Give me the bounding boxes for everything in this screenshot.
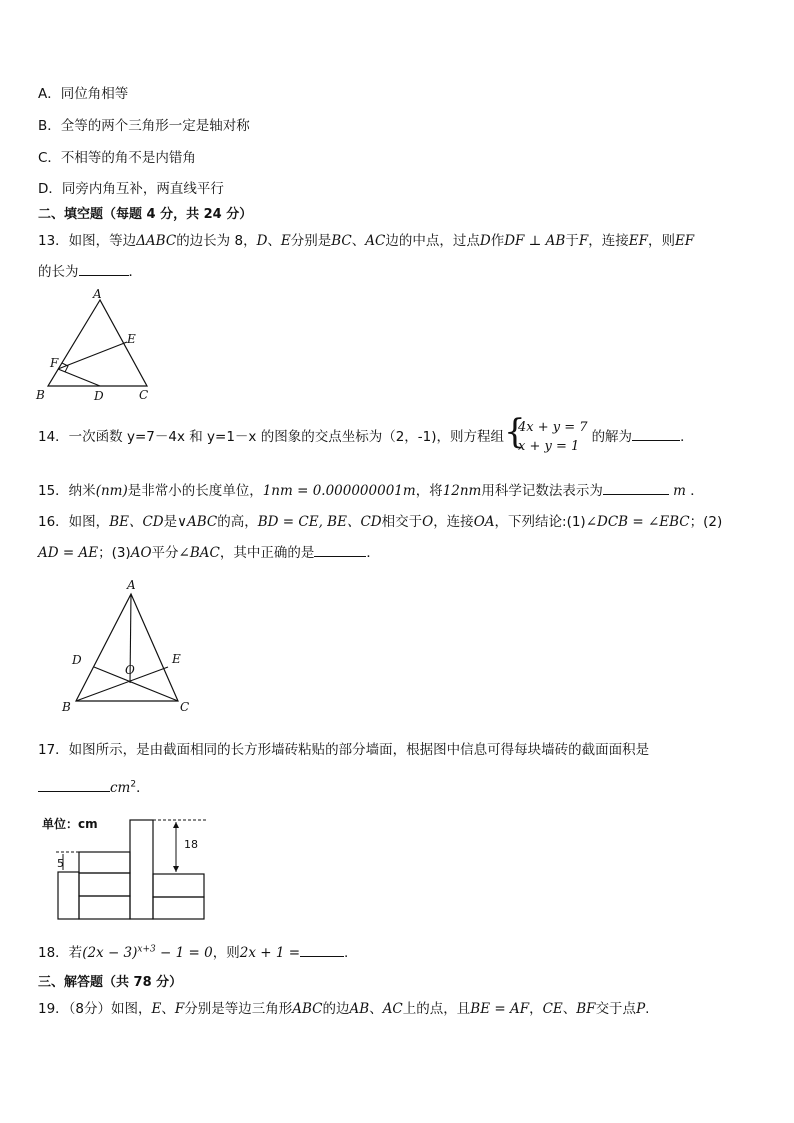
q13-math: EF: [674, 233, 695, 249]
q14-text: ．: [680, 429, 694, 445]
q19-math: CE: [542, 1001, 563, 1017]
answer-blank[interactable]: [632, 427, 680, 441]
answer-blank[interactable]: [603, 481, 669, 495]
tile-vertical: [58, 872, 79, 919]
q19-text: ，: [529, 1001, 543, 1017]
q13-math: BC: [331, 233, 352, 249]
label-b: B: [36, 388, 45, 402]
q16-math: BE、CD: [109, 514, 164, 530]
label-e: E: [172, 652, 181, 666]
q16-math: ∠BAC: [178, 545, 220, 561]
segment-ef: [58, 342, 127, 369]
q17-line1: 17．如图所示，是由截面相同的长方形墙砖粘贴的部分墙面，根据图中信息可得每块墙砖的截面面积是: [38, 742, 650, 758]
q19-math: E: [151, 1001, 162, 1017]
q15-math: 12nm: [442, 483, 482, 499]
option-c: C．不相等的角不是内错角: [38, 150, 196, 166]
label-a: A: [93, 287, 102, 301]
q19-math: AC: [382, 1001, 403, 1017]
q16-math: O: [422, 514, 434, 530]
label-e: E: [127, 332, 136, 346]
dimension-5: 5: [57, 857, 64, 870]
q18-text: ，则: [212, 945, 240, 961]
answer-blank[interactable]: [38, 778, 110, 792]
q16-text: ，下列结论:(1): [494, 514, 586, 530]
q17-figure: [38, 812, 218, 924]
q13-text: 的长为: [38, 264, 79, 280]
q13-text: 于: [565, 233, 579, 249]
q13-text: 13．如图，等边: [38, 233, 137, 249]
q15-text: 是非常小的长度单位，: [127, 483, 263, 499]
q16-text: 的高，: [217, 514, 258, 530]
q13-text: 、: [267, 233, 281, 249]
q19-text: 的边: [322, 1001, 350, 1017]
label-d: D: [72, 653, 82, 667]
label-a: A: [127, 578, 136, 592]
q16-text: 16．如图，: [38, 514, 110, 530]
q18-text: 18．若: [38, 945, 83, 961]
label-f: F: [50, 356, 59, 370]
q19-math: BF: [576, 1001, 596, 1017]
q17-text: ．: [136, 780, 150, 796]
q16-text: ；(2): [689, 514, 723, 530]
q18-math: 2x + 1 =: [239, 945, 301, 961]
q16-text: 是: [163, 514, 178, 530]
answer-blank[interactable]: [79, 262, 129, 276]
equation-2: x + y = 1: [518, 439, 580, 454]
q16-math: OA: [473, 514, 495, 530]
q15-text: ．: [690, 483, 704, 499]
answer-blank[interactable]: [300, 943, 344, 957]
q15-text: 15．纳米: [38, 483, 96, 499]
option-d: D．同旁内角互补，两直线平行: [38, 181, 224, 197]
q13-text: ．: [128, 264, 142, 280]
q18-line: [38, 941, 348, 961]
q18-text: .: [344, 945, 349, 961]
q13-math: EF: [628, 233, 648, 249]
q17-unit-exponent: 2: [130, 779, 137, 790]
q19-math: F: [174, 1001, 185, 1017]
q16-math: ∠DCB = ∠EBC: [585, 514, 690, 530]
q15-line: [38, 479, 704, 499]
arrow-head: [173, 822, 179, 828]
q15-math: 1nm = 0.000000001m: [262, 483, 416, 499]
option-b: B．全等的两个三角形一定是轴对称: [38, 118, 250, 134]
q14-text: 的解为: [591, 429, 633, 445]
q19-math: ABC: [292, 1001, 323, 1017]
equation-system: { 4x + y = 7 x + y = 1: [504, 412, 588, 454]
q13-text: ，连接: [588, 233, 629, 249]
q19-text: 分别是等边三角形: [184, 1001, 293, 1017]
q19-text: 、: [369, 1001, 383, 1017]
q15-text: ，将: [415, 483, 443, 499]
q19-text: 19．（8分）如图，: [38, 1001, 152, 1017]
q14-text: 14．一次函数 y=7－4x 和 y=1－x 的图象的交点坐标为（2，-1)，则方程组: [38, 429, 505, 445]
segment-df: [58, 369, 100, 386]
q13-math: E: [280, 233, 291, 249]
q16-line2: [38, 541, 380, 561]
tile-horizontal: [79, 873, 130, 896]
q18-exponent: x+3: [137, 944, 156, 955]
option-a: A．同位角相等: [38, 86, 129, 102]
q19-text: .: [645, 1001, 650, 1017]
q13-text: 分别是: [290, 233, 332, 249]
q19-math: BE = AF: [470, 1001, 530, 1017]
tile-horizontal: [79, 896, 130, 919]
q13-math: D: [256, 233, 268, 249]
q13-math: D: [479, 233, 491, 249]
q14-line: [38, 412, 694, 456]
q16-math: AO: [130, 545, 152, 561]
q13-text: 的边长为 8，: [176, 233, 257, 249]
q13-text: 作: [490, 233, 505, 249]
q13-math: DF ⊥ AB: [504, 233, 566, 249]
q16-text: ，连接: [433, 514, 474, 530]
label-c: C: [180, 700, 190, 714]
q16-text: 相交于: [381, 514, 423, 530]
q16-text: ．: [366, 545, 380, 561]
label-c: C: [139, 388, 149, 402]
label-o: O: [125, 663, 135, 677]
q18-math: (2x − 3): [82, 945, 138, 961]
q19-text: 交于点: [595, 1001, 637, 1017]
q19-math: AB: [349, 1001, 370, 1017]
q16-text: ，其中正确的是: [219, 545, 315, 561]
q16-math: AD = AE: [38, 545, 99, 561]
q19-line: [38, 997, 649, 1017]
q13-math: AC: [365, 233, 386, 249]
q19-text: 、: [562, 1001, 577, 1017]
q16-figure: [58, 574, 208, 720]
q16-line1: [38, 510, 722, 530]
q15-math: m: [673, 483, 686, 499]
q17-unit: cm: [110, 780, 131, 796]
q16-text: ；(3): [98, 545, 131, 561]
q19-text: 、: [161, 1001, 175, 1017]
q13-text: 边的中点，过点: [385, 233, 480, 249]
section3-header: 三、解答题（共 78 分）: [38, 975, 183, 990]
q18-math: − 1 = 0: [155, 945, 213, 961]
tile-vertical: [130, 820, 153, 919]
tile-horizontal: [79, 852, 130, 873]
q13-math: F: [578, 233, 589, 249]
q15-text: 用科学记数法表示为: [481, 483, 603, 499]
q15-math: (nm): [95, 483, 128, 499]
tile-horizontal: [153, 874, 204, 897]
q13-figure: [34, 286, 164, 406]
segment-be: [76, 667, 168, 701]
label-b: B: [62, 700, 71, 714]
tile-horizontal: [153, 897, 204, 919]
unit-label: 单位：cm: [42, 817, 98, 831]
q13-text: ，则: [647, 233, 675, 249]
q13-line2: [38, 260, 142, 280]
answer-blank[interactable]: [314, 543, 366, 557]
label-d: D: [94, 389, 104, 403]
q19-math: P: [636, 1001, 646, 1017]
q13-math: ΔABC: [136, 233, 177, 249]
q16-math: BD = CE, BE、CD: [257, 514, 382, 530]
section2-header: 二、填空题（每题 4 分，共 24 分）: [38, 207, 253, 222]
q13-line1: [38, 229, 694, 249]
q16-math: ∨ABC: [177, 514, 218, 530]
q17-line2: [38, 776, 150, 796]
triangle-abc: [76, 594, 178, 701]
equation-1: 4x + y = 7: [518, 420, 588, 435]
q16-text: 平分: [151, 545, 179, 561]
arrow-head: [173, 866, 179, 872]
q19-text: 上的点，且: [402, 1001, 471, 1017]
q13-text: 、: [351, 233, 366, 249]
dimension-18: 18: [184, 838, 198, 851]
